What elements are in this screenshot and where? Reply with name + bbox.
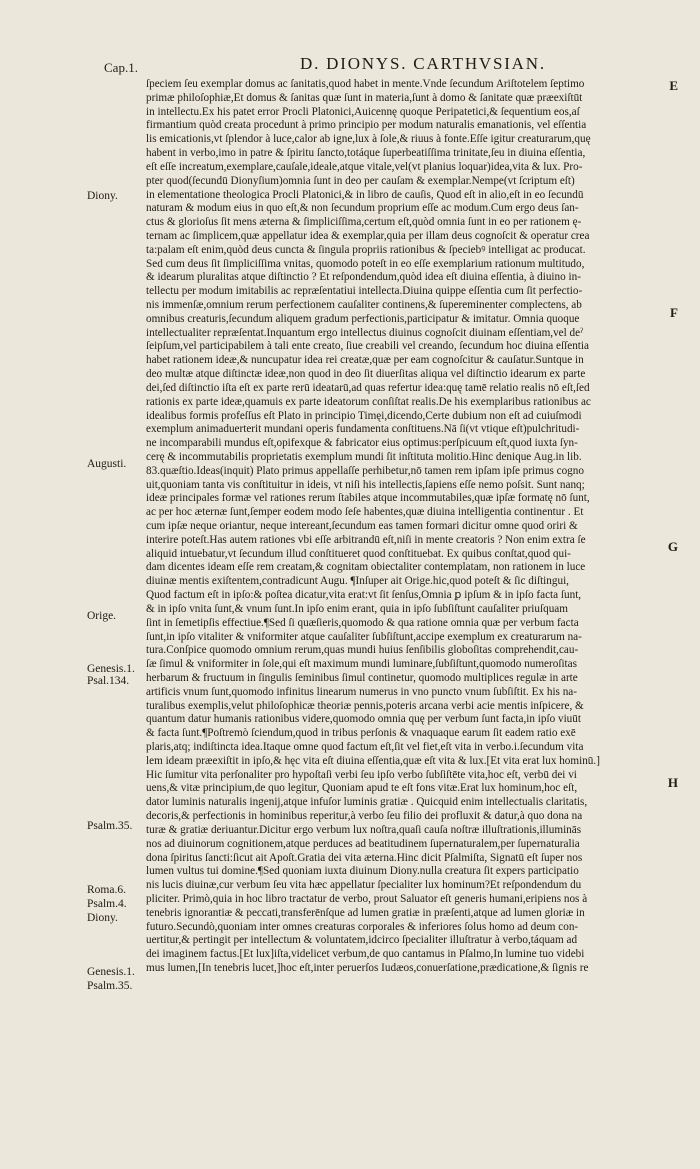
text-line: uens,& vitæ principium,de quo legitur, Quoniam apud te eſt fons vitæ.Erat lux hominum,hoc eſt, bbox=[146, 782, 578, 795]
text-line: artificis vnum ſunt,quomodo infinitus linearum numerus in vno puncto vnum ſubſiſtit. Ex his na- bbox=[146, 685, 577, 698]
section-letter: G bbox=[667, 539, 678, 554]
margin-note: Diony. bbox=[87, 912, 118, 924]
text-line: nis lucis diuinæ,cur verbum ſeu vita hæc appellatur ſpecialiter lux hominum?Et reſpondendum du bbox=[146, 879, 582, 892]
text-line: intellectualiter repræſentat.Inquantum ergo intellectus diuinus cognoſcit diuinam eſſentiam,vel deˀ bbox=[146, 326, 583, 339]
text-line: habent in verbo,imo in patre & ſpiritu ſancto,totáque ſuperbeatiſſima trinitate,ſeu in diuina eſſentia, bbox=[146, 147, 586, 160]
margin-note: Psalm.35. bbox=[87, 820, 133, 832]
text-line: quantum datur humanis rationibus videre,quomodo omnia quę per verbum ſunt facta,in ipſo viuūt bbox=[146, 713, 581, 726]
text-line: ac per hoc æternæ ſunt,ſemper eodem modo ſeſe habentes,quæ diuina intelligentia continentur . Et bbox=[146, 506, 584, 519]
chapter-label: Cap.1. bbox=[104, 60, 138, 75]
text-line: idealibus formis profeſſus eſt Plato in principio Timęi,dicendo,Certe dubium non eſt ad cuiuſmodi bbox=[146, 409, 582, 422]
text-line: Quod factum eſt in ipſo:& poſtea dicatur,vita erat:vt ſit ſenſus,Omnia ꝑ ipſum & in ipſo facta ſunt, bbox=[146, 589, 582, 602]
text-line: uit,quoniam tanta vis conſtituitur in ideis, vt niſi his intellectis,ſapiens eſſe nemo poſsit. Sunt nanq; bbox=[146, 478, 585, 491]
text-line: ternam ac ſimplicem,quæ appellatur idea & exemplar,quia per illam deus cognoſcit & operatur crea bbox=[146, 229, 590, 242]
text-line: mus lumen,[In tenebris lucet,]hoc eſt,inter peruerſos Iudæos,conuerſatione,prædicatione,& ſignis re bbox=[146, 962, 589, 974]
text-line: ctus & glorioſus ſit mens æterna & ſimpliciſſima,certum eſt,quòd omnia ſunt in eo per rationem ę- bbox=[146, 216, 582, 229]
text-line: cerę & incommutabilis proprietatis exemplum mundi ſit inſtituta molitio.Hinc denique Aug.in lib. bbox=[146, 450, 582, 463]
text-line: ſpeciem ſeu exemplar domus ac ſanitatis,quod habet in mente.Vnde ſecundum Ariſtotelem ſeptimo bbox=[146, 78, 585, 90]
text-line: & idearum pluralitas atque diſtinctio ? Et reſpondendum,quòd idea eſt diuina eſſentia, à diuino in- bbox=[146, 271, 581, 284]
section-letter: E bbox=[669, 78, 678, 93]
text-line: dei,ſed diſtinctio iſta eſt ex parte rerū ideatarū,ad quas refertur idea:quę tamē relatio realis nō eſt,ſed bbox=[146, 381, 590, 394]
margin-note: Psalm.35. bbox=[87, 980, 133, 992]
text-line: lumen vultus tui domine.¶Sed quoniam iuxta diuinum Diony.nulla creatura ſit expers participatio bbox=[146, 865, 579, 878]
text-line: & facta ſunt.¶Poſtremò ſciendum,quod in tribus perſonis & vnaquaque earum ſit eadem ratio exē bbox=[146, 727, 576, 740]
text-line: lis emicationis,vt ſplendor à luce,calor ab igne,lux à ſole,& riuus à fonte.Eſſe igitur creaturarum,quę bbox=[146, 133, 591, 146]
text-line: dator luminis naturalis ingenij,atque infuſor luminis gratiæ . Quicquid enim intellectualis claritatis, bbox=[146, 796, 588, 809]
text-line: exemplum animaduerterit mundani operis fundamenta conſtituens.Nā ſi(vt vtique eſt)pulchritudi- bbox=[146, 423, 580, 436]
page-title: D. DIONYS. CARTHVSIAN. bbox=[300, 54, 546, 73]
text-line: in intellectu.Ex his patet error Procli Platonici,Auicennę quoque Peripatetici,& ſequentium eos,aſ bbox=[146, 105, 580, 118]
text-line: habet rationem ideæ,& nuncupatur idea rei creatæ,quæ per eam cognoſcitur & cauſatur.Suntque in bbox=[146, 354, 584, 367]
text-line: ta:palam eſt enim,quòd deus cuncta & ſingula propriis rationibus & ſpeciebꝰ intelligat ac producat. bbox=[146, 243, 586, 256]
text-line: tura.Conſpice quomodo omnium rerum,quas mundi huius ſenſibilis globoſitas comprehendit,cau- bbox=[146, 644, 579, 657]
margin-note: Augusti. bbox=[87, 458, 127, 470]
text-line: futuro.Secundò,quoniam inter omnes creaturas corporales & inferiores ſolus homo ad deum con- bbox=[146, 920, 579, 933]
text-line: ſeipſum,vel participabilem à tali ente creato, ſiue creabili vel creando, ſecundum hoc diuina eſſentia bbox=[146, 340, 589, 353]
text-line: & in ipſo vnita ſunt,& vnum ſunt.In ipſo enim erant, quia in ipſo ſubſiſtunt cauſaliter priuſquam bbox=[146, 602, 568, 615]
main-text-column bbox=[146, 78, 670, 976]
text-line: rationis ex parte ideæ,quamuis ex parte ideatorum conſiſtat realis.De his exemplaribus rationibus ac bbox=[146, 395, 591, 408]
text-line: Hic ſumitur vita perſonaliter pro hypoſtaſi verbi ſeu ipſo verbo ſubſiſtēte vita,hoc eſt, verbū dei vi bbox=[146, 768, 577, 781]
margin-note: Orige. bbox=[87, 610, 117, 622]
section-letter: H bbox=[667, 775, 678, 790]
text-line: ſint in ſemetipſis effectiue.¶Sed ſi quæſieris,quomodo & qua ratione omnia quæ per verbum facta bbox=[146, 616, 579, 629]
text-line: turalibus exemplis,velut philoſophicæ theoriæ pennis,poteris arcana verbi acie mentis inſpicere, & bbox=[146, 699, 584, 712]
text-line: ſunt,in ipſo vitaliter & vniformiter atque cauſaliter ſubſiſtunt,accipe exemplum ex creaturarum na- bbox=[146, 630, 582, 643]
margin-note: Psal.134. bbox=[87, 675, 130, 687]
margin-note: Roma.6. bbox=[87, 884, 126, 896]
text-line: ſæ ſimul & vniformiter in ſole,qui eſt maximum mundi luminare,ſubſiſtunt,quomodo numeroſitas bbox=[146, 658, 577, 671]
text-line: pliciter. Primò,quia in hoc libro tractatur de verbo, prout Saluator eſt generis humani,eripiens nos à bbox=[146, 892, 588, 905]
text-line: eſt eſſe increatum,exemplare,cauſale,ideale,atque vitale,vel(vt planius loquar)idea,vita & lux. Pro- bbox=[146, 160, 583, 173]
text-line: 83.quæſtio.Ideas(inquit) Plato primus appellaſſe perhibetur,nō tamen rem ipſam ipſe primus cogno bbox=[146, 464, 584, 477]
text-line: in elementatione theologica Procli Platonici,& in libro de cauſis, Quod eſt in alio,eſt in eo ſecundū bbox=[146, 188, 584, 201]
text-line: plaris,atq; indiſtincta idea.Itaque omne quod factum eſt,ſit vel fiet,eſt vita in verbo.i.ſecundum vita bbox=[146, 741, 584, 753]
text-line: omnibus creaturis,ſecundum aliquem gradum perfectionis,participatur & imitatur. Omnia quoque bbox=[146, 312, 580, 325]
margin-note: Genesis.1. bbox=[87, 966, 135, 978]
text-line: aliquid intuebatur,vt ſecundum illud conſtitueret quod conſtituebat. Ex quibus conſtat,quod qui- bbox=[146, 547, 571, 560]
text-line: cum ipſæ neque oriantur, neque intereant,ſecundum eas tamen formari dicitur omne quod oriri & bbox=[146, 520, 578, 532]
margin-note: Psalm.4. bbox=[87, 898, 127, 910]
text-line: turæ & gratiæ deriuantur.Dicitur ergo verbum lux noſtra,quaſi cauſa noſtræ illuſtrationis,illuminās bbox=[146, 823, 582, 836]
text-line: diuinæ mentis exiſtentem,contradicunt Augu. ¶Inſuper ait Orige.hic,quod poteſt & ſic diſtingui, bbox=[146, 575, 569, 588]
section-letter: F bbox=[670, 305, 678, 320]
text-line: deo multæ atque diſtinctæ ideæ,non quod in deo ſit diuerſitas aliqua vel diſtinctio idearum ex parte bbox=[146, 368, 586, 381]
text-line: nos ad diuinorum cognitionem,atque perduces ad beatitudinem ſupernaturalem,per ſupernaturalia bbox=[146, 837, 580, 850]
margin-note: Genesis.1. bbox=[87, 663, 135, 675]
text-line: ne incomparabili mundus eſt,opifexque & fabricator eius optimus:perſpicuum eſt,quod iuxta ſyn- bbox=[146, 437, 578, 450]
text-line: firmantium quòd creata procedunt à primo principio per modum naturalis emanationis, vel eſſentia bbox=[146, 119, 587, 132]
text-line: interire poteſt.Has autem rationes vbi eſſe arbitrandū eſt,niſi in mente creatoris ? Non enim extra ſe bbox=[146, 533, 586, 546]
text-line: nis immenſæ,omnium rerum perfectionem cauſaliter continens,& ſupereminenter complectens, ab bbox=[146, 299, 582, 311]
text-line: Sed cum deus ſit ſimpliciſſima vnitas, quomodo poteſt in eo eſſe exemplarium rationum multitudo, bbox=[146, 257, 585, 270]
text-line: naturam & modum eius in quo eſt,& non ſecundum proprium eſſe ac modum.Cum ergo deus ſan- bbox=[146, 202, 579, 215]
margin-note: Diony. bbox=[87, 190, 118, 202]
text-line: pter quod(ſecundū Dionyſium)omnia ſunt in deo per cauſam & exemplar.Nempe(vt ſcriptum eſt) bbox=[146, 174, 575, 187]
running-header bbox=[0, 52, 700, 76]
text-line: dam dicentes ideam eſſe rem creatam,& cognitam obiectaliter contemplatam, non rationem in luce bbox=[146, 561, 586, 574]
text-line: decoris,& perfectionis in hominibus reperitur,à verbo ſeu filio dei profluxit & datur,à quo dona na bbox=[146, 810, 583, 823]
text-line: primæ philoſophiæ,Et domus & ſanitas quæ ſunt in materia,ſunt à domo & ſanitate quæ præexiſtūt bbox=[146, 91, 583, 104]
text-line: herbarum & fructuum in ſingulis ſeminibus ſimul continetur, quomodo multiplices regulæ in arte bbox=[146, 671, 578, 684]
text-line: lem ideam præexiſtit in ipſo,& hęc vita eſt diuina eſſentia,quæ eſt vita & lux.[Et vita erat lux hominū.] bbox=[146, 754, 600, 767]
text-line: ideæ principales formæ vel rationes rerum ſtabiles atque incommutabiles,quæ ipſæ formatę nō ſunt, bbox=[146, 492, 590, 505]
text-line: tenebris ignorantiæ & peccati,transferēnſque ad lumen gratiæ in præſenti,atque ad lumen gloriæ in bbox=[146, 906, 585, 919]
text-line: tellectu per modum imitabilis ac repræſentatiui intellecta.Diuina quippe eſſentia cum ſit perfectio- bbox=[146, 285, 583, 298]
text-line: uertitur,& pertingit per intellectum & voluntatem,idcirco ſpecialiter illuſtratur à verbo,táquam ad bbox=[146, 934, 578, 947]
text-line: dona ſpiritus ſancti:ſicut ait Apoſt.Gratia dei vita æterna.Hinc dicit Pſalmiſta, Signatū eſt ſuper nos bbox=[146, 851, 583, 864]
text-line: dei imaginem factus.[Et lux]iſta,videlicet verbum,de quo cantamus in Pſalmo,In lumine tuo videbi bbox=[146, 948, 585, 961]
